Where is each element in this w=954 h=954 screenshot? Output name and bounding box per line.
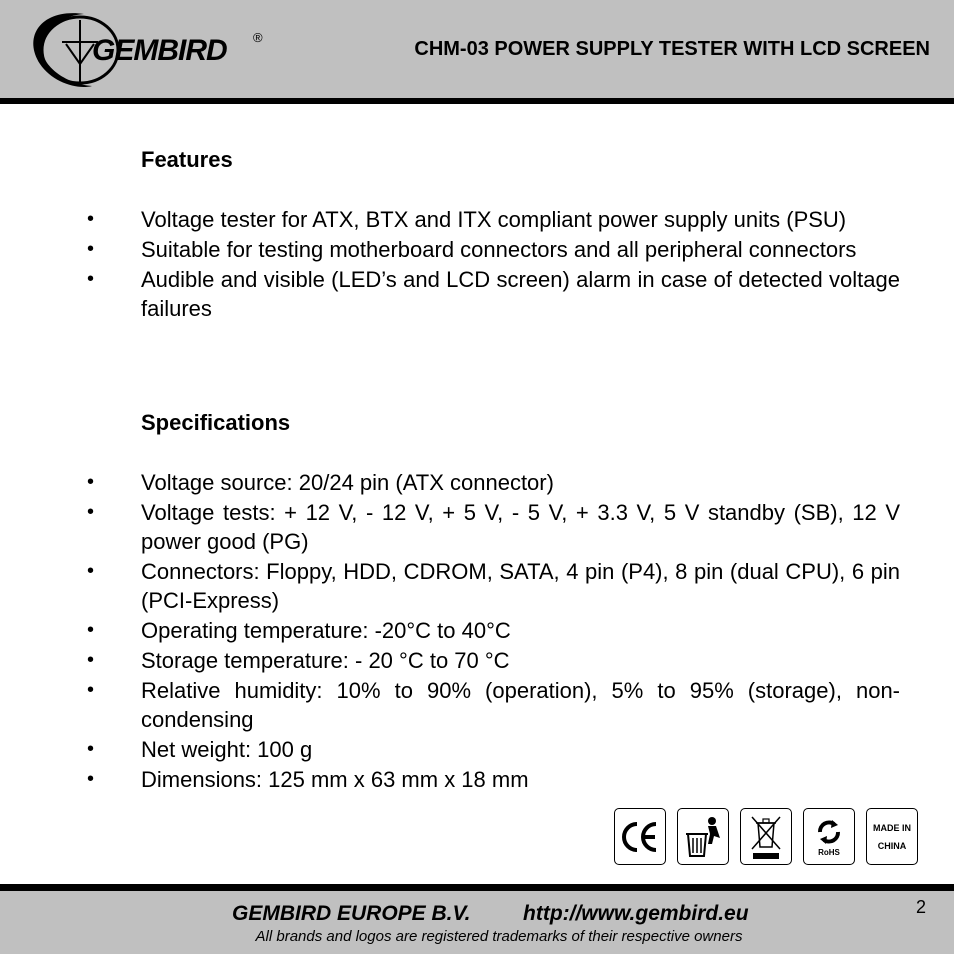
made-in-label: MADE IN (873, 822, 911, 833)
weee-crossed-bin-icon (740, 808, 792, 865)
bullet-icon: • (87, 768, 95, 790)
list-item: • Connectors: Floppy, HDD, CDROM, SATA, 4 pin (P4), 8 pin (dual CPU), 6 pin (PCI-Express) (87, 559, 900, 613)
list-item: • Voltage tester for ATX, BTX and ITX compliant power supply units (PSU) (87, 207, 847, 232)
header-divider (0, 98, 954, 104)
certification-marks (614, 808, 918, 865)
tidy-man-recycle-icon (677, 808, 729, 865)
bullet-icon: • (87, 560, 95, 582)
list-item: • Net weight: 100 g (87, 737, 313, 762)
trademark-note: All brands and logos are registered trademarks of their respective owners (255, 928, 743, 945)
page-number: 2 (915, 897, 926, 917)
specifications-list (0, 468, 954, 795)
document-title: CHM-03 POWER SUPPLY TESTER WITH LCD SCREEN (414, 38, 930, 60)
bullet-icon: • (87, 268, 95, 290)
bullet-icon: • (87, 471, 95, 493)
list-item: • Audible and visible (LED’s and LCD screen) alarm in case of detected voltage failures (87, 267, 900, 321)
made-in-china-badge (866, 808, 918, 865)
list-item: • Suitable for testing motherboard connectors and all peripheral connectors (87, 237, 857, 262)
specifications-heading: Specifications (141, 410, 291, 435)
list-item: • Dimensions: 125 mm x 63 mm x 18 mm (87, 767, 529, 792)
registered-mark: ® (253, 30, 263, 45)
features-heading: Features (141, 147, 233, 172)
list-item: • Voltage tests: + 12 V, - 12 V, + 5 V, - 5 V, + 3.3 V, 5 V standby (SB), 12 V power good (PG) (87, 500, 900, 554)
gembird-logo (22, 6, 263, 92)
bullet-icon: • (87, 649, 95, 671)
company-name: GEMBIRD EUROPE B.V. (232, 902, 471, 925)
list-item: • Operating temperature: -20°C to 40°C (87, 618, 511, 643)
page-footer (0, 891, 954, 954)
bullet-icon: • (87, 619, 95, 641)
rohs-label: RoHS (818, 847, 840, 857)
page-header (0, 0, 954, 103)
rohs-icon (803, 808, 855, 865)
list-item: • Relative humidity: 10% to 90% (operation), 5% to 95% (storage), non-condensing (87, 678, 900, 732)
china-label: CHINA (877, 840, 907, 851)
ce-mark-icon (614, 808, 666, 865)
logo-wordmark: GEMBIRD (92, 34, 227, 67)
bullet-icon: • (87, 738, 95, 760)
website-link[interactable]: http://www.gembird.eu (523, 902, 749, 925)
bullet-icon: • (87, 679, 95, 701)
features-list (0, 205, 954, 324)
bullet-icon: • (87, 501, 95, 523)
footer-divider (0, 884, 954, 891)
list-item: • Voltage source: 20/24 pin (ATX connector) (87, 470, 554, 495)
list-item: • Storage temperature: - 20 °C to 70 °C (87, 648, 510, 673)
bullet-icon: • (87, 238, 95, 260)
bullet-icon: • (87, 208, 95, 230)
